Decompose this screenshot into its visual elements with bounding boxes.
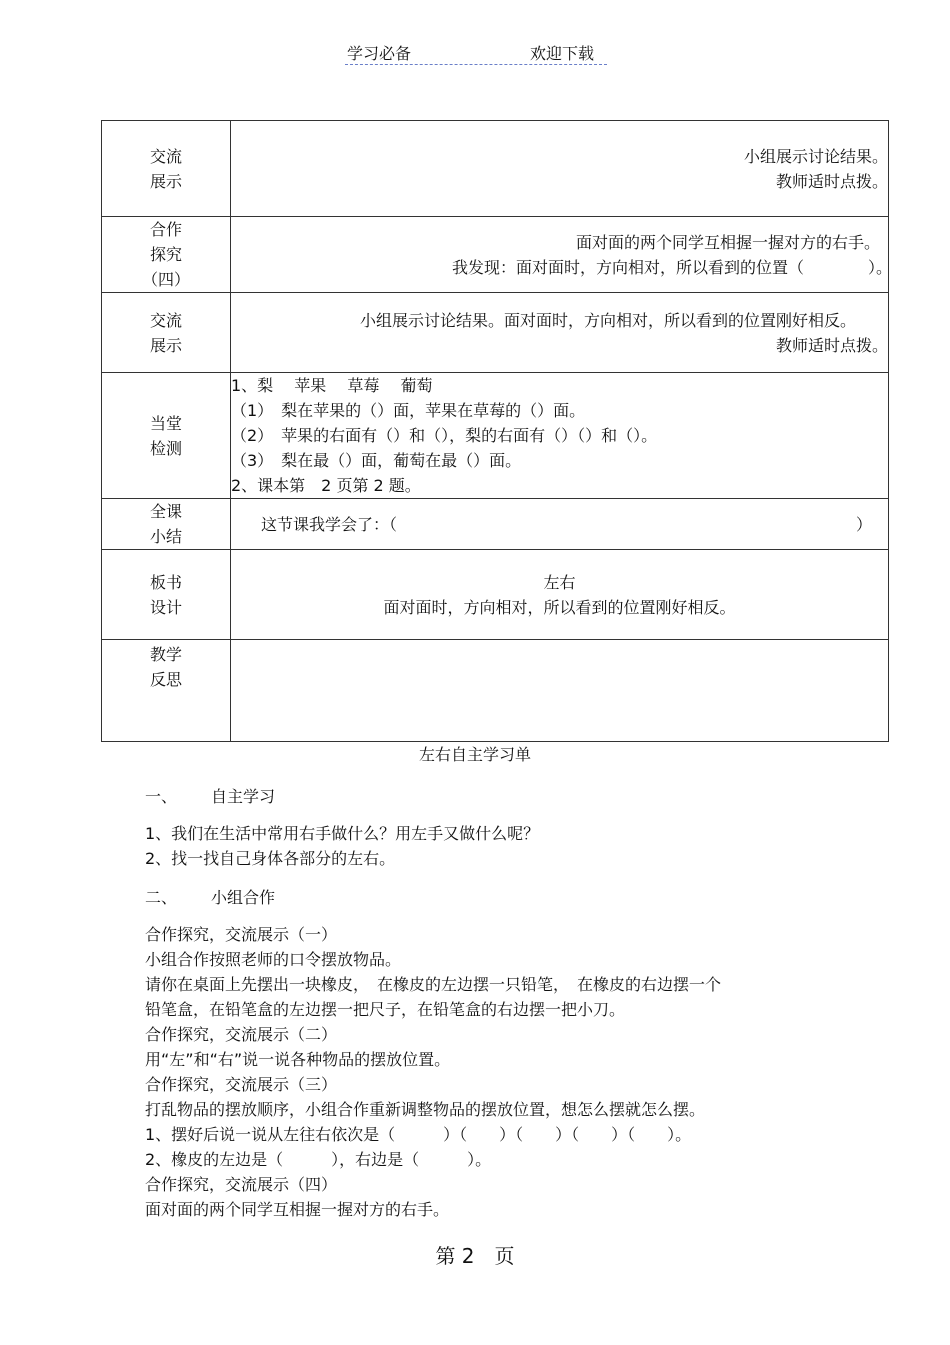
row-label: 交流 展示	[102, 121, 231, 217]
list-item: 合作探究，交流展示（三）	[145, 1075, 338, 1094]
row-content: 小组展示讨论结果。 教师适时点拨。	[231, 121, 889, 217]
row-content	[231, 640, 889, 742]
list-item: 铅笔盒，在铅笔盒的左边摆一把尺子，在铅笔盒的右边摆一把小刀。	[145, 1000, 626, 1019]
row-content: 面对面的两个同学互相握一握对方的右手。 我发现：面对面时，方向相对，所以看到的位置（ ）。	[231, 217, 889, 293]
list-item: 1、摆好后说一说从左往右依次是（ ）（ ）（ ）（ ）（ ）。	[145, 1125, 692, 1144]
list-item: 请你在桌面上先摆出一块橡皮， 在橡皮的左边摆一只铅笔， 在橡皮的右边摆一个	[145, 975, 722, 994]
table-row	[102, 217, 889, 293]
row-label: 板书 设计	[102, 550, 231, 640]
study-sheet	[145, 782, 845, 1222]
list-item: 2、橡皮的左边是（ ），右边是（ ）。	[145, 1150, 492, 1169]
header-right: 欢迎下载	[530, 44, 595, 63]
list-item: 小组合作按照老师的口令摆放物品。	[145, 950, 402, 969]
row-content: 这节课我学会了：（ ）	[231, 499, 889, 550]
list-item: 用“左”和“右”说一说各种物品的摆放位置。	[145, 1050, 451, 1069]
page-number: 第 2 页	[435, 1244, 515, 1268]
table-row	[102, 640, 889, 742]
list-item: 合作探究，交流展示（二）	[145, 1025, 338, 1044]
row-content: 左右 面对面时，方向相对，所以看到的位置刚好相反。	[231, 550, 889, 640]
list-item: 面对面的两个同学互相握一握对方的右手。	[145, 1200, 450, 1219]
table-row	[102, 550, 889, 640]
list-item: 打乱物品的摆放顺序，小组合作重新调整物品的摆放位置，想怎么摆就怎么摆。	[145, 1100, 706, 1119]
row-content: 小组展示讨论结果。面对面时，方向相对，所以看到的位置刚好相反。 教师适时点拨。	[231, 293, 889, 373]
table-row	[102, 293, 889, 373]
page-header	[345, 38, 607, 65]
check-line: （3） 梨在最（）面，葡萄在最（）面。	[231, 451, 522, 470]
row-label: 当堂 检测	[102, 373, 231, 499]
row-label: 交流 展示	[102, 293, 231, 373]
row-label: 合作 探究 （四）	[102, 217, 231, 293]
check-line: （1） 梨在苹果的（）面，苹果在草莓的（）面。	[231, 401, 586, 420]
table-row	[102, 121, 889, 217]
table-row	[102, 373, 889, 499]
list-item: 2、找一找自己身体各部分的左右。	[145, 849, 396, 868]
check-line: 2、课本第 2 页第 2 题。	[231, 476, 421, 495]
sheet-title: 左右自主学习单	[418, 745, 531, 764]
section-heading: 一、 自主学习	[145, 787, 276, 806]
check-line: 1、梨 苹果 草莓 葡萄	[231, 376, 433, 395]
row-content	[231, 373, 889, 499]
row-label: 全课 小结	[102, 499, 231, 550]
table-row	[102, 499, 889, 550]
check-line: （2） 苹果的右面有（）和（），梨的右面有（）（）和（）。	[231, 426, 658, 445]
lesson-plan-table	[101, 120, 892, 742]
list-item: 合作探究，交流展示（四）	[145, 1175, 338, 1194]
list-item: 合作探究，交流展示（一）	[145, 925, 338, 944]
list-item: 1、我们在生活中常用右手做什么？用左手又做什么呢？	[145, 824, 540, 843]
section-heading: 二、 小组合作	[145, 888, 276, 907]
row-label: 教学 反思	[102, 640, 231, 742]
header-left: 学习必备	[347, 44, 412, 63]
